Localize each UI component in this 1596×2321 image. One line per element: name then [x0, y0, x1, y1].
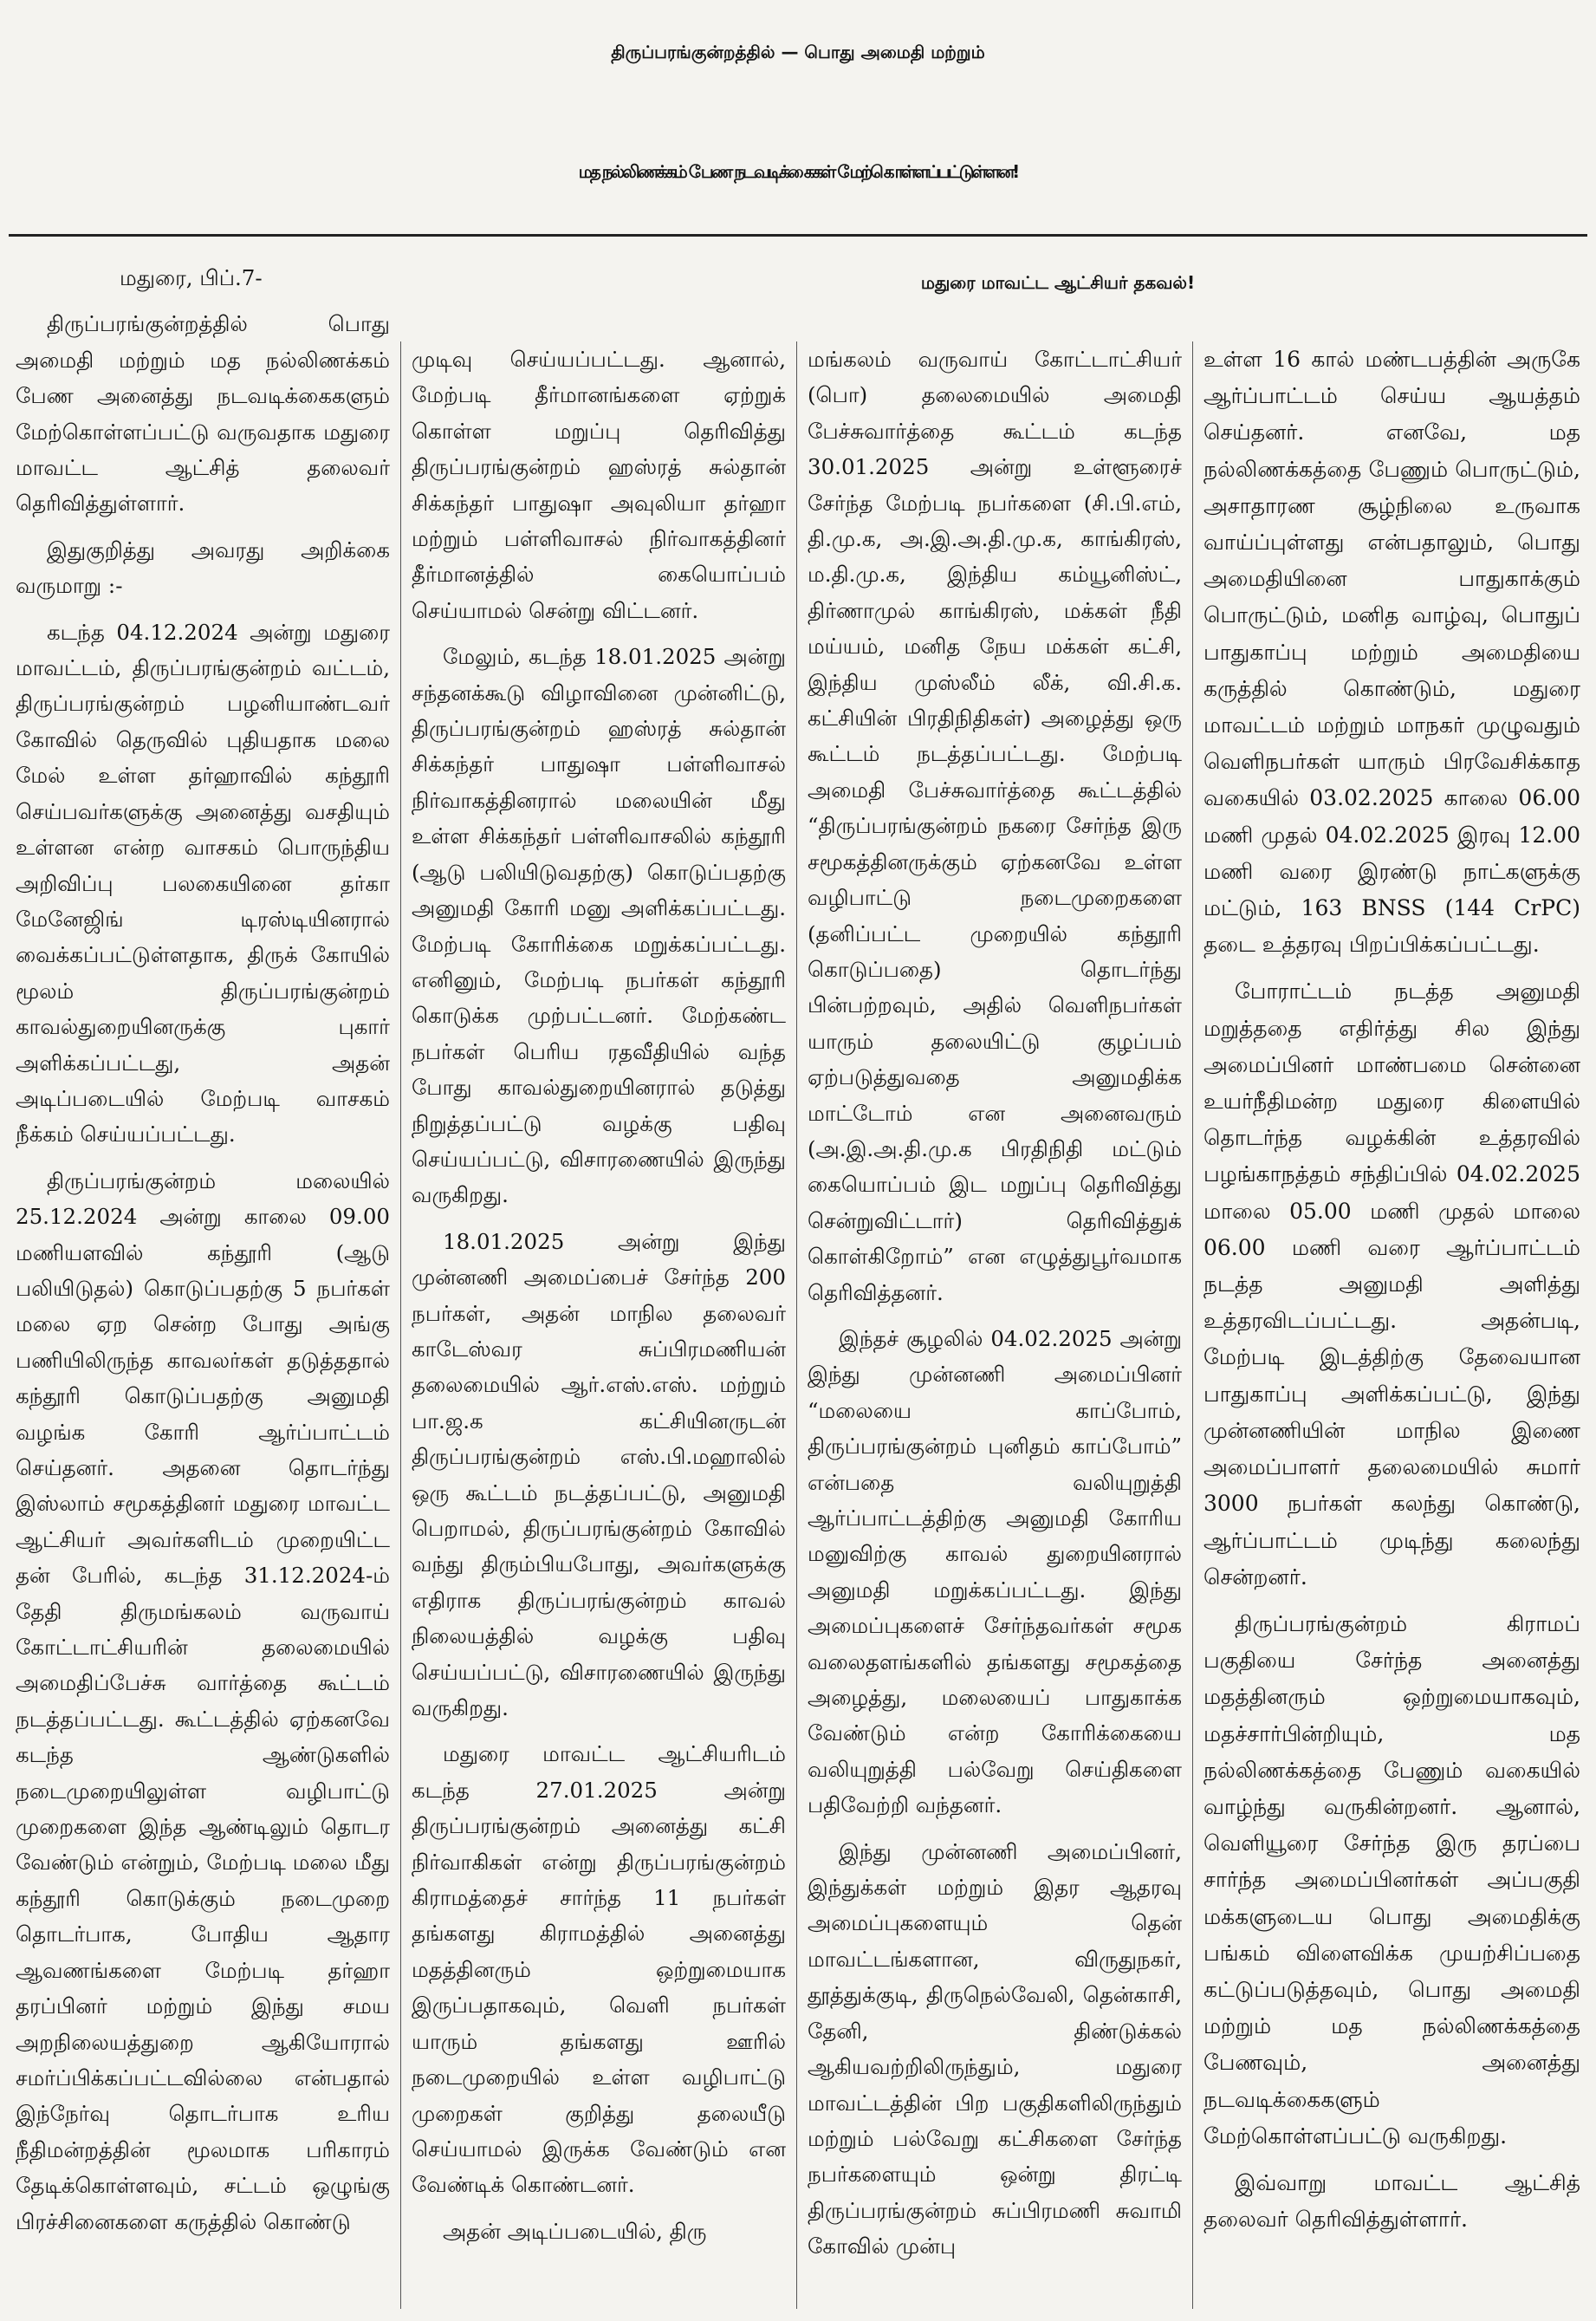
paragraph: இவ்வாறு மாவட்ட ஆட்சித் தலைவர் தெரிவித்துள்ளார்.: [1203, 2169, 1580, 2233]
paragraph: திருப்பரங்குன்றம் மலையில் 25.12.2024 அன்று காலை 09.00 மணியளவில் கந்தூரி (ஆடு பலியிடுதல்) கொடுப்பதற்கு 5 நபர்கள் மலை ஏற சென்ற போது அங்கு பணியிலிருந்த காவலர்கள் தடுத்ததால் கந்தூரி கொடுப்பதற்கு அனுமதி வழங்க கோரி ஆர்ப்பாட்டம் செய்தனர். அதனை தொடர்ந்து இஸ்லாம் சமூகத்தினர் மதுரை மாவட்ட ஆட்சியர் அவர்களிடம் முறையிட்ட தன் பேரில், கடந்த 31.12.2024-ம் தேதி திருமங்கலம் வருவாய் கோட்டாட்சியரின் தலைமையில் அமைதிப்பேச்சு வார்த்தை கூட்டம் நடத்தப்பட்டது. கூட்டத்தில் ஏற்கனவே கடந்த ஆண்டுகளில் நடைமுறையிலுள்ள வழிபாட்டு முறைகளை இந்த ஆண்டிலும் தொடர வேண்டும் என்றும், மேற்படி மலை மீது கந்தூரி கொடுக்கும் நடைமுறை தொடர்பாக, போதிய ஆதார ஆவணங்களை மேற்படி தர்ஹா தரப்பினர் மற்றும் இந்து சமய அறநிலையத்துறை ஆகியோரால் சமர்ப்பிக்கப்பட்டவில்லை என்பதால் இந்நேர்வு தொடர்பாக உரிய நீதிமன்றத்தின் மூலமாக பரிகாரம் தேடிக்கொள்ளவும், சட்டம் ஒழுங்கு பிரச்சினைகளை கருத்தில் கொண்டு: [16, 1167, 390, 2234]
paragraph: திருப்பரங்குன்றத்தில் பொது அமைதி மற்றும் மத நல்லிணக்கம் பேண அனைத்து நடவடிக்கைகளும் மேற்கொள்ளப்பட்டு வருவதாக மதுரை மாவட்ட ஆட்சித் தலைவர் தெரிவித்துள்ளார்.: [16, 311, 390, 517]
column-divider: [400, 341, 401, 2309]
paragraph: உள்ள 16 கால் மண்டபத்தின் அருகே ஆர்ப்பாட்டம் செய்ய ஆயத்தம் செய்தனர். எனவே, மத நல்லிணக்கத்தை பேணும் பொருட்டும், அசாதாரண சூழ்நிலை உருவாக வாய்ப்புள்ளது என்பதாலும், பொது அமைதியினை பாதுகாக்கும் பொருட்டும், மனித வாழ்வு, பொதுப் பாதுகாப்பு மற்றும் அமைதியை கருத்தில் கொண்டும், மதுரை மாவட்டம் மற்றும் மாநகர் முழுவதும் வெளிநபர்கள் யாரும் பிரவேசிக்காத வகையில் 03.02.2025 காலை 06.00 மணி முதல் 04.02.2025 இரவு 12.00 மணி வரை இரண்டு நாட்களுக்கு மட்டும், 163 BNSS (144 CrPC) தடை உத்தரவு பிறப்பிக்கப்பட்டது.: [1203, 347, 1580, 958]
article-column-3: [808, 341, 1182, 2275]
paragraph: கடந்த 04.12.2024 அன்று மதுரை மாவட்டம், திருப்பரங்குன்றம் வட்டம், திருப்பரங்குன்றம் பழனியாண்டவர் கோவில் தெருவில் புதியதாக மலை மேல் உள்ள தர்ஹாவில் கந்தூரி செய்பவர்களுக்கு அனைத்து வசதியும் உள்ளன என்ற வாசகம் பொருந்திய அறிவிப்பு பலகையினை தர்கா மேனேஜிங் டிரஸ்டியினரால் வைக்கப்பட்டுள்ளதாக, திருக் கோயில் மூலம் திருப்பரங்குன்றம் காவல்துறையினருக்கு புகார் அளிக்கப்பட்டது, அதன் அடிப்படையில் மேற்படி வாசகம் நீக்கம் செய்யப்பட்டது.: [16, 619, 390, 1147]
paragraph: இதுகுறித்து அவரது அறிக்கை வருமாறு :-: [16, 536, 390, 599]
article-column-1: [16, 260, 390, 2250]
subheadline: மதுரை மாவட்ட ஆட்சியர் தகவல்!: [920, 272, 1196, 293]
article-column-2: [412, 341, 786, 2259]
paragraph: 18.01.2025 அன்று இந்து முன்னணி அமைப்பைச் சேர்ந்த 200 நபர்கள், அதன் மாநில தலைவர் காடேஸ்வர சுப்பிரமணியன் தலைமையில் ஆர்.எஸ்.எஸ். மற்றும் பா.ஜ.க கட்சியினருடன் திருப்பரங்குன்றம் எஸ்.பி.மஹாலில் ஒரு கூட்டம் நடத்தப்பட்டு, அனுமதி பெறாமல், திருப்பரங்குன்றம் கோவில் வந்து திரும்பியபோது, அவர்களுக்கு எதிராக திருப்பரங்குன்றம் காவல் நிலையத்தில் வழக்கு பதிவு செய்யப்பட்டு, விசாரணையில் இருந்து வருகிறது.: [412, 1228, 786, 1721]
paragraph: அதன் அடிப்படையில், திரு: [443, 2218, 707, 2244]
paragraph: முடிவு செய்யப்பட்டது. ஆனால், மேற்படி தீர்மானங்களை ஏற்றுக் கொள்ள மறுப்பு தெரிவித்து திருப்பரங்குன்றம் ஹஸ்ரத் சுல்தான் சிக்கந்தர் பாதுஷா அவுலியா தர்ஹா மற்றும் பள்ளிவாசல் நிர்வாகத்தினர் தீர்மானத்தில் கையொப்பம் செய்யாமல் சென்று விட்டனர்.: [412, 347, 786, 623]
paragraph: மேலும், கடந்த 18.01.2025 அன்று சந்தனக்கூடு விழாவினை முன்னிட்டு, திருப்பரங்குன்றம் ஹஸ்ரத் சுல்தான் சிக்கந்தர் பாதுஷா பள்ளிவாசல் நிர்வாகத்தினரால் மலையின் மீது உள்ள சிக்கந்தர் பள்ளிவாசலில் கந்தூரி (ஆடு பலியிடுவதற்கு) கொடுப்பதற்கு அனுமதி கோரி மனு அளிக்கப்பட்டது. மேற்படி கோரிக்கை மறுக்கப்பட்டது. எனினும், மேற்படி நபர்கள் கந்தூரி கொடுக்க முற்பட்டனர். மேற்கண்ட நபர்கள் பெரிய ரதவீதியில் வந்த போது காவல்துறையினரால் தடுத்து நிறுத்தப்பட்டு வழக்கு பதிவு செய்யப்பட்டு, விசாரணையில் இருந்து வருகிறது.: [412, 644, 786, 1208]
paragraph: இந்து முன்னணி அமைப்பினர், இந்துக்கள் மற்றும் இதர ஆதரவு அமைப்புகளையும் தென் மாவட்டங்களான, விருதுநகர், தூத்துக்குடி, திருநெல்வேலி, தென்காசி, தேனி, திண்டுக்கல் ஆகியவற்றிலிருந்தும், மதுரை மாவட்டத்தின் பிற பகுதிகளிலிருந்தும் மற்றும் பல்வேறு கட்சிகளை சேர்ந்த நபர்களையும் ஒன்று திரட்டி திருப்பரங்குன்றம் சுப்பிரமணி சுவாமி கோவில் முன்பு: [808, 1838, 1182, 2259]
paragraph: திருப்பரங்குன்றம் கிராமப் பகுதியை சேர்ந்த அனைத்து மதத்தினரும் ஒற்றுமையாகவும், மதச்சார்பின்றியும், மத நல்லிணக்கத்தை பேணும் வகையில் வாழ்ந்து வருகின்றனர். ஆனால், வெளியூரை சேர்ந்த இரு தரப்பை சார்ந்த அமைப்பினர்கள் அப்பகுதி மக்களுடைய பொது அமைதிக்கு பங்கம் விளைவிக்க முயற்சிப்பதை கட்டுப்படுத்தவும், பொது அமைதி மற்றும் மத நல்லிணக்கத்தை பேணவும், அனைத்து நடவடிக்கைகளும் மேற்கொள்ளப்பட்டு வருகிறது.: [1203, 1610, 1580, 2149]
paragraph: இந்தச் சூழலில் 04.02.2025 அன்று இந்து முன்னணி அமைப்பினர் “மலையை காப்போம், திருப்பரங்குன்றம் புனிதம் காப்போம்” என்பதை வலியுறுத்தி ஆர்ப்பாட்டத்திற்கு அனுமதி கோரிய மனுவிற்கு காவல் துறையினரால் அனுமதி மறுக்கப்பட்டது. இந்து அமைப்புகளைச் சேர்ந்தவர்கள் சமூக வலைதளங்களில் தங்களது சமூகத்தை அழைத்து, மலையைப் பாதுகாக்க வேண்டும் என்ற கோரிக்கையை வலியுறுத்தி பல்வேறு செய்திகளை பதிவேற்றி வந்தனர்.: [808, 1325, 1182, 1818]
paragraph: போராட்டம் நடத்த அனுமதி மறுத்ததை எதிர்த்து சில இந்து அமைப்பினர் மாண்பமை சென்னை உயர்நீதிமன்ற மதுரை கிளையில் தொடர்ந்த வழக்கின் உத்தரவில் பழங்காநத்தம் சந்திப்பில் 04.02.2025 மாலை 05.00 மணி முதல் மாலை 06.00 மணி வரை ஆர்ப்பாட்டம் நடத்த அனுமதி அளித்து உத்தரவிடப்பட்டது. அதன்படி, மேற்படி இடத்திற்கு தேவையான பாதுகாப்பு அளிக்கப்பட்டு, இந்து முன்னணியின் மாநில இணை அமைப்பாளர் தலைமையில் சுமார் 3000 நபர்கள் கலந்து கொண்டு, ஆர்ப்பாட்டம் முடிந்து கலைந்து சென்றனர்.: [1203, 978, 1580, 1590]
paragraph: மதுரை மாவட்ட ஆட்சியரிடம் கடந்த 27.01.2025 அன்று திருப்பரங்குன்றம் அனைத்து கட்சி நிர்வாகிகள் என்று திருப்பரங்குன்றம் கிராமத்தைச் சார்ந்த 11 நபர்கள் தங்களது கிராமத்தில் அனைத்து மதத்தினரும் ஒற்றுமையாக இருப்பதாகவும், வெளி நபர்கள் யாரும் தங்களது ஊரில் நடைமுறையில் உள்ள வழிபாட்டு முறைகள் குறித்து தலையீடு செய்யாமல் இருக்க வேண்டும் என வேண்டிக் கொண்டனர்.: [412, 1741, 786, 2198]
main-headline: மத நல்லிணக்கம் பேண நடவடிக்கைகள் மேற்கொள்ளப்பட்டுள்ளன!: [578, 161, 1018, 182]
dateline: மதுரை, பிப்.7-: [120, 265, 263, 290]
paragraph: மங்கலம் வருவாய் கோட்டாட்சியர் (பொ) தலைமையில் அமைதி பேச்சுவார்த்தை கூட்டம் கடந்த 30.01.2025 அன்று உள்ளூரைச் சேர்ந்த மேற்படி நபர்களை (சி.பி.எம், தி.மு.க, அ.இ.அ.தி.மு.க, காங்கிரஸ், ம.தி.மு.க, இந்திய கம்யூனிஸ்ட், திர்ணாமுல் காங்கிரஸ், மக்கள் நீதி மய்யம், மனித நேய மக்கள் கட்சி, இந்திய முஸ்லீம் லீக், வி.சி.க. கட்சியின் பிரதிநிதிகள்) அழைத்து ஒரு கூட்டம் நடத்தப்பட்டது. மேற்படி அமைதி பேச்சுவார்த்தை கூட்டத்தில் “திருப்பரங்குன்றம் நகரை சேர்ந்த இரு சமூகத்தினருக்கும் ஏற்கனவே உள்ள வழிபாட்டு நடைமுறைகளை (தனிப்பட்ட முறையில் கந்தூரி கொடுப்பதை) தொடர்ந்து பின்பற்றவும், அதில் வெளிநபர்கள் யாரும் தலையிட்டு குழப்பம் ஏற்படுத்துவதை அனுமதிக்க மாட்டோம் என அனைவரும் (அ.இ.அ.தி.மு.க பிரதிநிதி மட்டும் கையொப்பம் இட மறுப்பு தெரிவித்து சென்றுவிட்டார்) தெரிவித்துக் கொள்கிறோம்” என எழுத்துபூர்வமாக தெரிவித்தனர்.: [808, 347, 1182, 1305]
headline-kicker: திருப்பரங்குன்றத்தில் — பொது அமைதி மற்றும்: [611, 42, 985, 62]
article-column-4: [1203, 341, 1580, 2248]
column-divider: [796, 341, 797, 2309]
column-divider: [1192, 341, 1193, 2309]
headline-rule: [9, 234, 1587, 237]
